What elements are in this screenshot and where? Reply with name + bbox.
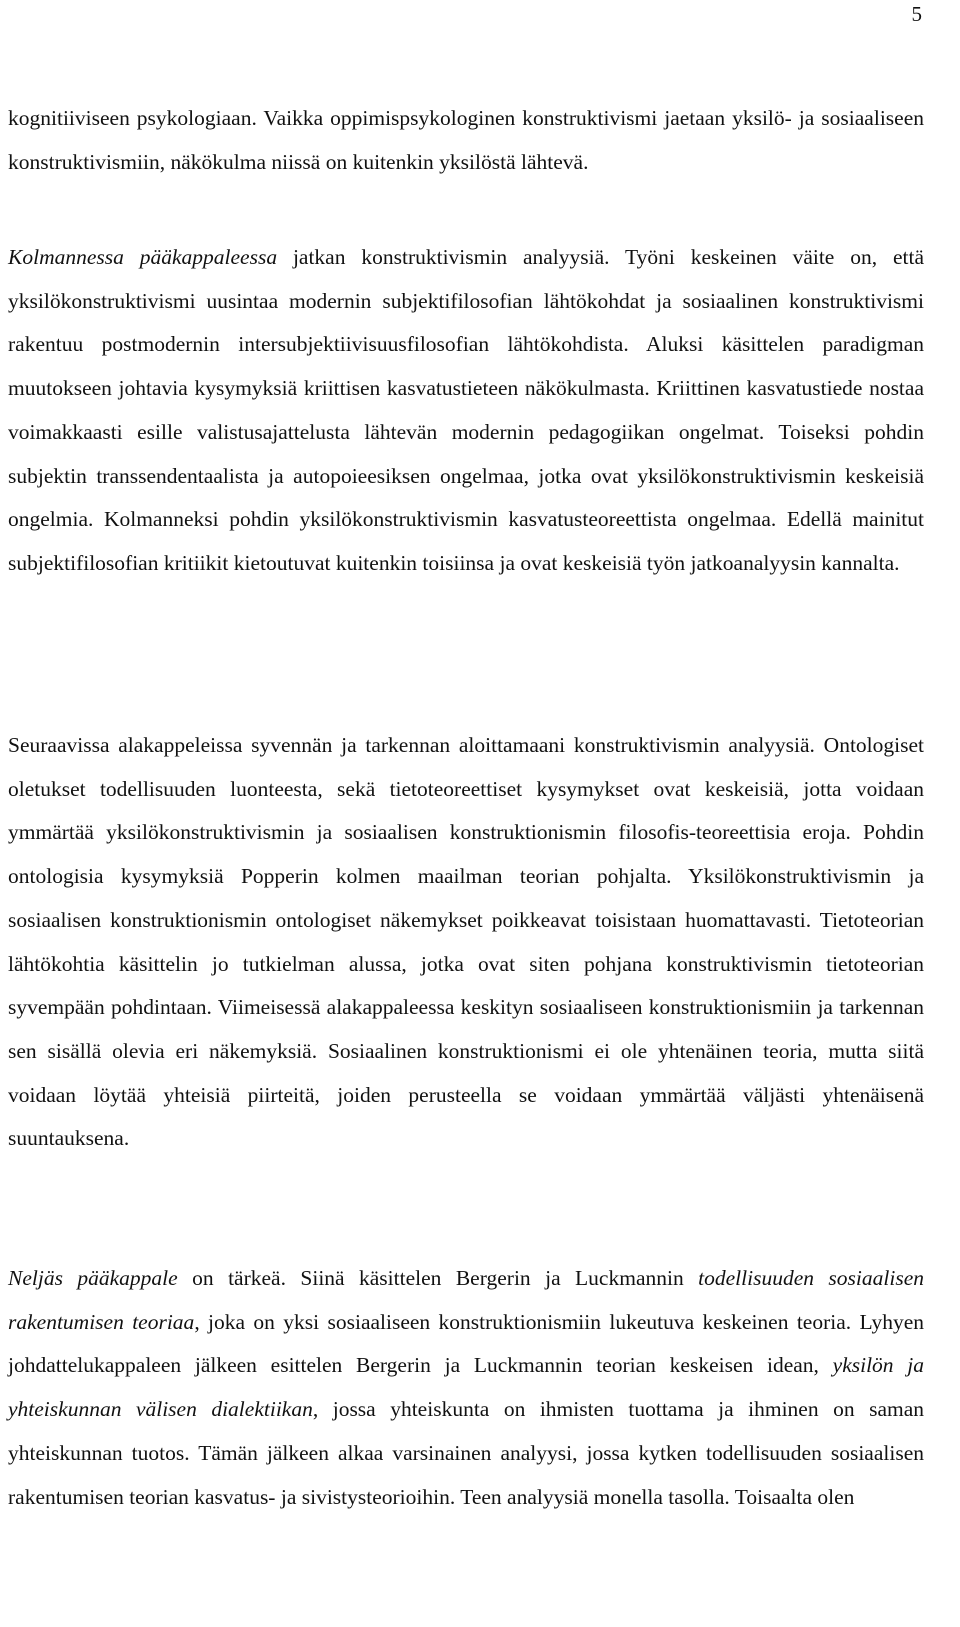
paragraph-4-text-a: on tärkeä. Siinä käsittelen Bergerin ja Luckmannin <box>177 1266 699 1290</box>
page-number: 5 <box>911 2 922 26</box>
paragraph-2-text: jatkan konstruktivismin analyysiä. Työni keskeinen väite on, että yksilökonstruktivismi uusintaa modernin subjektifilosofian lähtökohdat ja sosiaalinen konstruktivismi rakentuu postmodernin intersubjektiivisuusfilosofian lähtökohdista. Aluksi käsittelen paradigman muutokseen johtavia kysymyksiä kriittisen kasvatustieteen näkökulmasta. Kriittinen kasvatustiede nostaa voimakkaasti esille valistusajattelusta lähtevän modernin pedagogiikan ongelmat. Toiseksi pohdin subjektin transsendentaalista ja autopoieesiksen ongelmaa, jotka ovat yksilökonstruktivismin keskeisiä ongelmia. Kolmanneksi pohdin yksilökonstruktivismin kasvatusteoreettista ongelmaa. Edellä mainitut subjektifilosofian kritiikit kietoutuvat kuitenkin toisiinsa ja ovat keskeisiä työn jatkoanalyysin kannalta. <box>8 245 924 575</box>
paragraph-2 <box>8 236 924 586</box>
paragraph-4-italic-theory: todellisuuden sosiaalisen rakentumisen teoriaa <box>8 1266 924 1334</box>
paragraph-4-italic-heading: Neljäs pääkappale <box>8 1266 178 1290</box>
paragraph-4-italic-dialectic: yksilön ja yhteiskunnan välisen dialektiikan <box>8 1353 925 1422</box>
paragraph-4-text-b: , joka on yksi sosiaaliseen konstruktionismiin lukeutuva keskeinen teoria. Lyhyen johdattelukappaleen jälkeen esittelen Bergerin ja Luckmannin teorian keskeisen idean, <box>8 1309 924 1378</box>
paragraph-1 <box>8 97 924 184</box>
paragraph-3-text: Seuraavissa alakappeleissa syvennän ja tarkennan aloittamaani konstruktivismin analyysiä. Ontologiset oletukset todellisuuden luonteesta, sekä tietoteoreettiset kysymykset ovat keskeisiä, jotta voidaan ymmärtää yksilökonstruktivismin ja sosiaalisen konstruktionismin filosofis-teoreettisia eroja. Pohdin ontologisia kysymyksiä Popperin kolmen maailman teorian pohjalta. Yksilökonstruktivismin ja sosiaalisen konstruktionismin ontologiset näkemykset poikkeavat toisistaan huomattavasti. Tietoteorian lähtökohtia käsittelin jo tutkielman alussa, jotka ovat siten pohjana konstruktivismin tietoteorian syvempään pohdintaan. Viimeisessä alakappaleessa keskityn sosiaaliseen konstruktionismiin ja tarkennan sen sisällä olevia eri näkemyksiä. Sosiaalinen konstruktionismi ei ole yhtenäinen teoria, mutta siitä voidaan löytää yhteisiä piirteitä, joiden perusteella se voidaan ymmärtää väljästi yhtenäisenä suuntauksena. <box>8 733 924 1151</box>
paragraph-4-text-c: , jossa yhteiskunta on ihmisten tuottama ja ihminen on saman yhteiskunnan tuotos. Tämän jälkeen alkaa varsinainen analyysi, jossa kytken todellisuuden sosiaalisen rakentumisen teorian kasvatus- ja sivistysteorioihin. Teen analyysiä monella tasolla. Toisaalta olen <box>8 1397 925 1509</box>
paragraph-4 <box>8 1257 924 1519</box>
paragraph-2-italic-heading: Kolmannessa pääkappaleessa <box>8 245 278 269</box>
paragraph-3 <box>8 724 924 1161</box>
paragraph-1-text: kognitiiviseen psykologiaan. Vaikka oppimispsykologinen konstruktivismi jaetaan yksilö- ja sosiaaliseen konstruktivismiin, näkökulma niissä on kuitenkin yksilöstä lähtevä. <box>8 106 924 174</box>
